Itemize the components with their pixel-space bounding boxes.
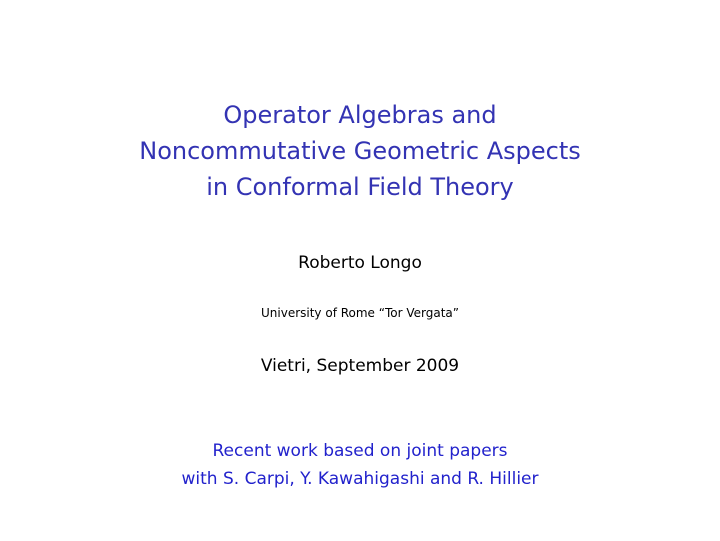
author-name: Roberto Longo bbox=[298, 253, 422, 273]
title-line-3: in Conformal Field Theory bbox=[206, 173, 514, 201]
note-line-1: Recent work based on joint papers bbox=[212, 441, 508, 461]
institute: University of Rome “Tor Vergata” bbox=[261, 306, 459, 320]
title-line-2: Noncommutative Geometric Aspects bbox=[139, 137, 581, 165]
presentation-date: Vietri, September 2009 bbox=[260, 356, 460, 376]
note-line-2: with S. Carpi, Y. Kawahigashi and R. Hillier bbox=[181, 469, 539, 489]
title-line-1: Operator Algebras and bbox=[223, 101, 497, 129]
